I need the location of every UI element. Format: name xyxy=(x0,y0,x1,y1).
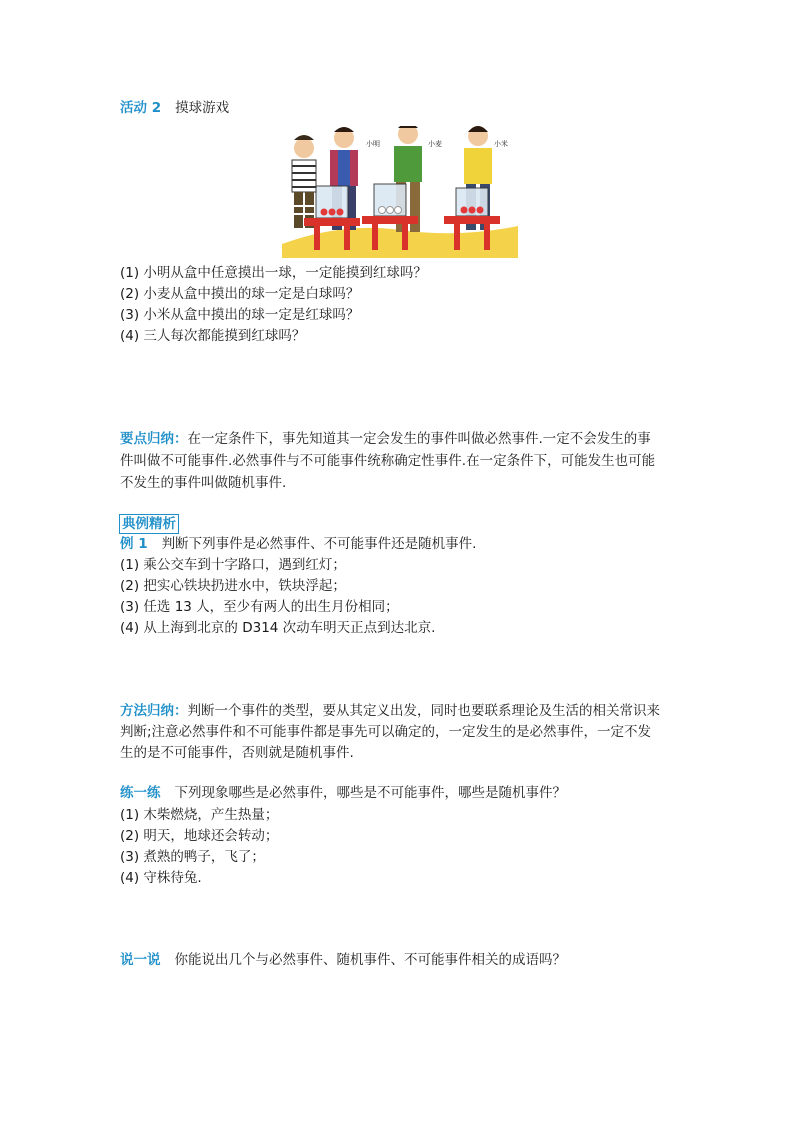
example1-heading xyxy=(120,535,476,553)
practice-item: (2) 明天，地球还会转动； xyxy=(120,828,279,844)
practice-item: (3) 煮熟的鸭子，飞了； xyxy=(120,849,265,865)
activity-question: (1) 小明从盒中任意摸出一球，一定能摸到红球吗？ xyxy=(120,265,427,281)
activity-question: (3) 小米从盒中摸出的球一定是红球吗？ xyxy=(120,307,360,323)
practice-text: 下列现象哪些是必然事件，哪些是不可能事件，哪些是随机事件？ xyxy=(174,785,566,801)
name-tag-xiaomai: 小麦 xyxy=(428,140,442,148)
key-points-label: 要点归纳 xyxy=(120,431,174,447)
activity-label: 活动 2 xyxy=(120,100,162,116)
method-line xyxy=(120,702,660,720)
practice-label: 练一练 xyxy=(120,785,161,801)
example1-text: 判断下列事件是必然事件、不可能事件还是随机事件. xyxy=(161,536,477,552)
method-text: 判断一个事件的类型，要从其定义出发，同时也要联系理论及生活的相关常识来 xyxy=(187,703,660,719)
practice-heading xyxy=(120,784,566,802)
example-item: (3) 任选 13 人，至少有两人的出生月份相同； xyxy=(120,599,399,615)
name-tag-xiaoming: 小明 xyxy=(366,140,380,148)
practice-item: (4) 守株待兔. xyxy=(120,870,202,886)
ball-game-illustration xyxy=(282,126,518,258)
discuss-text: 你能说出几个与必然事件、随机事件、不可能事件相关的成语吗？ xyxy=(174,952,566,968)
activity-question: (4) 三人每次都能摸到红球吗？ xyxy=(120,328,306,344)
key-points-colon: ： xyxy=(174,431,188,447)
activity-title: 摸球游戏 xyxy=(175,100,230,116)
activity-heading xyxy=(120,99,229,117)
discuss-heading xyxy=(120,951,566,969)
method-label: 方法归纳 xyxy=(120,703,174,719)
practice-item: (1) 木柴燃烧，产生热量； xyxy=(120,807,279,823)
discuss-label: 说一说 xyxy=(120,952,161,968)
method-line: 生的是不可能事件，否则就是随机事件. xyxy=(120,745,354,761)
activity-question: (2) 小麦从盒中摸出的球一定是白球吗？ xyxy=(120,286,360,302)
example-item: (1) 乘公交车到十字路口，遇到红灯； xyxy=(120,557,346,573)
example1-label: 例 1 xyxy=(120,536,148,552)
method-colon: ： xyxy=(174,703,188,719)
example-item: (2) 把实心铁块扔进水中，铁块浮起； xyxy=(120,578,346,594)
key-points-line: 不发生的事件叫做随机事件. xyxy=(120,475,287,491)
examples-boxed-label: 典例精析 xyxy=(119,514,179,534)
example-item: (4) 从上海到北京的 D314 次动车明天正点到达北京. xyxy=(120,620,436,636)
method-line: 判断;注意必然事件和不可能事件都是事先可以确定的，一定发生的是必然事件，一定不发 xyxy=(120,724,652,740)
key-points-text: 在一定条件下，事先知道其一定会发生的事件叫做必然事件.一定不会发生的事 xyxy=(187,431,651,447)
key-points-line xyxy=(120,430,651,448)
name-tag-xiaomi: 小米 xyxy=(494,140,508,148)
key-points-line: 件叫做不可能事件.必然事件与不可能事件统称确定性事件.在一定条件下，可能发生也可能 xyxy=(120,453,656,469)
